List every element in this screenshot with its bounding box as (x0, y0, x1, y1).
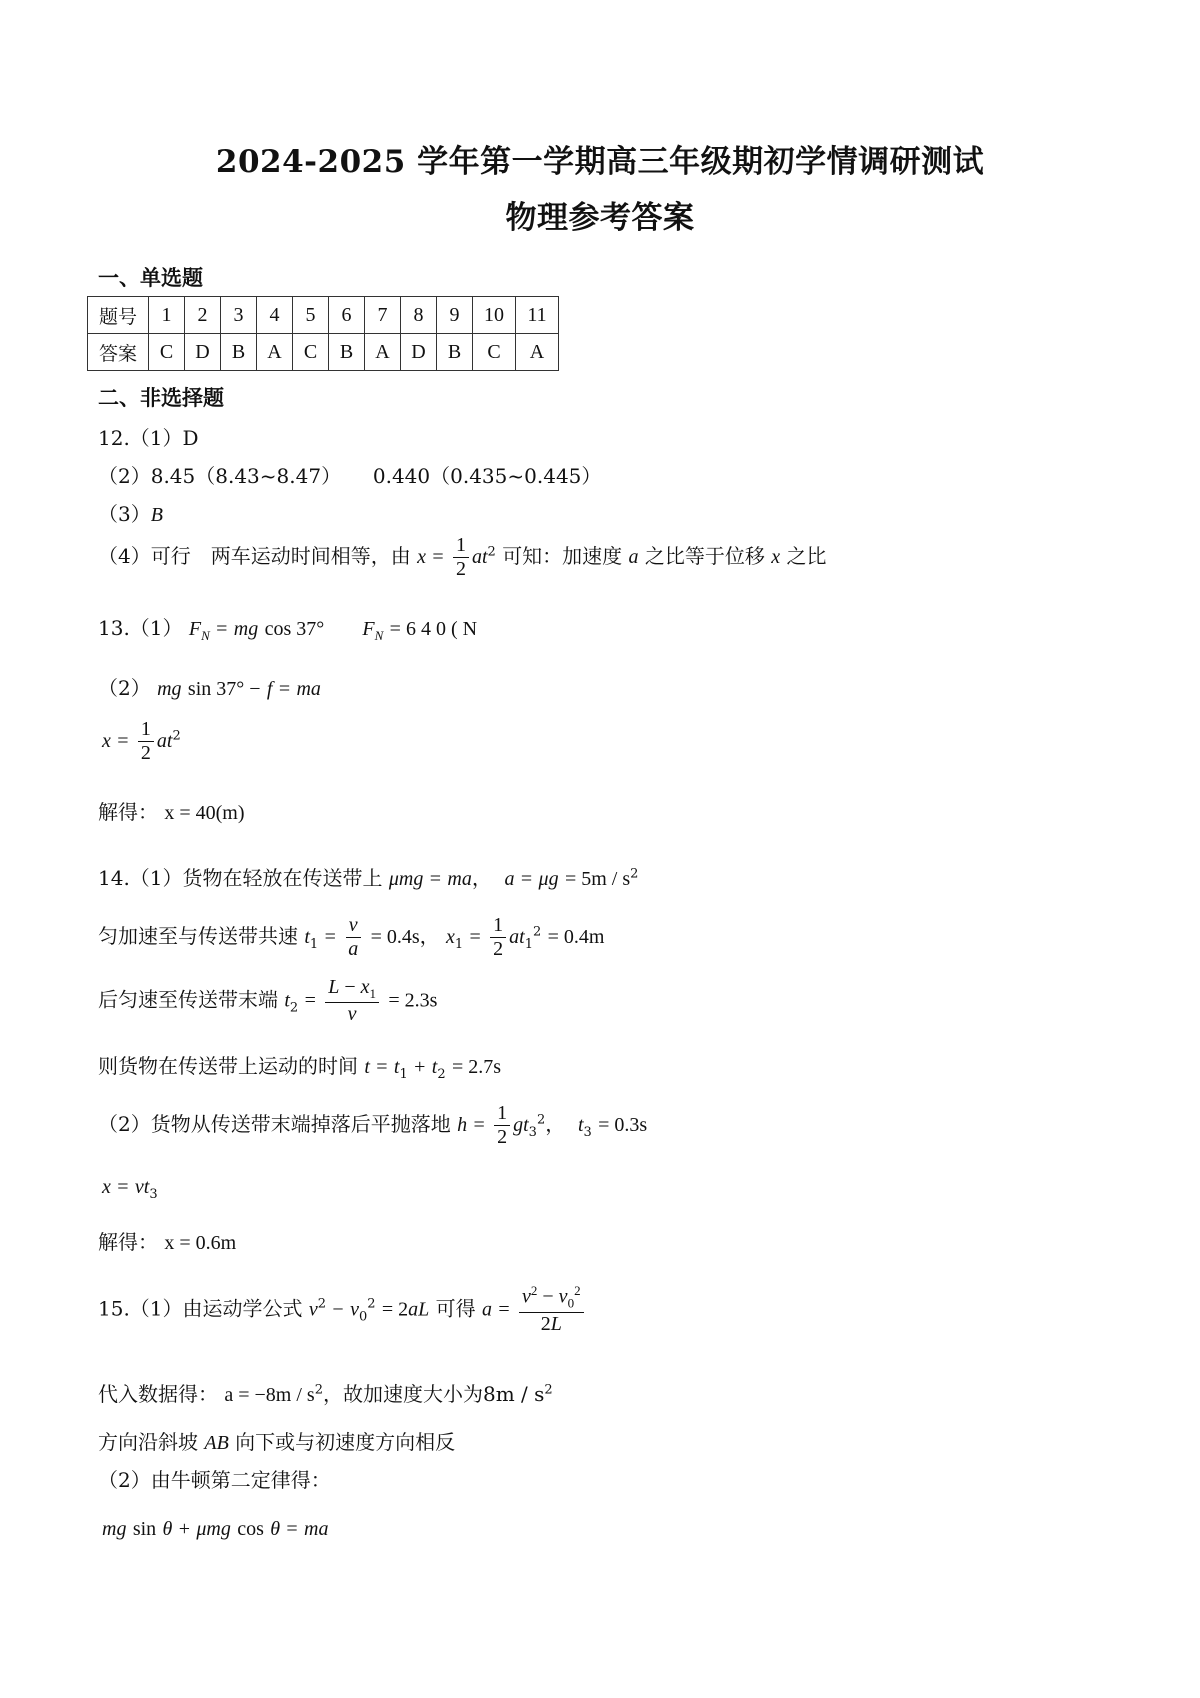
q14-solution (98, 1226, 236, 1255)
q13-solution-label: 解得： (98, 800, 158, 824)
q13-eq-x: x = $\frac{1}{2}$ $at^2$ (102, 718, 181, 764)
q14-part1-value: = 5m / s (564, 868, 631, 890)
q12-part2-b: 0.440（0.435~0.445） (372, 464, 602, 488)
q14-part3-value: = 2.3s (388, 989, 438, 1012)
q14-part5-label: （2）货物从传送带末端掉落后平抛落地 (98, 1112, 451, 1136)
table-cell: 9 (437, 297, 473, 334)
q12-part4: （4）可行 两车运动时间相等，由 x = $\frac{1}{2}$ $at^2$ 可知：加速度 a 之比等于位移 x 之比 (98, 534, 827, 580)
q15-part2-magnitude: ，故加速度大小为8m / s (322, 1382, 545, 1406)
table-cell: D (401, 334, 437, 371)
q14-part1-label: 14.（1）货物在轻放在传送带上 (98, 866, 383, 890)
q15-part3-label: 方向沿斜坡 (98, 1430, 198, 1454)
page-subtitle: 物理参考答案 (505, 200, 695, 236)
q12-part4-b: 可知：加速度 (502, 544, 623, 568)
q13-part1-label: 13.（1） (98, 616, 183, 640)
table-cell: 11 (516, 297, 559, 334)
q12-part4-d: 之比 (786, 544, 827, 568)
page-title: 2024-2025 学年第一学期高三年级期初学情调研测试 (215, 144, 985, 180)
q14-part5: （2）货物从传送带末端掉落后平抛落地 h = $\frac{1}{2}$ $gt_3^2$， $t_3 = 0.3s$ (98, 1102, 648, 1148)
table-cell: 6 (329, 297, 365, 334)
q13-solution (98, 796, 245, 825)
q13-part1: 13.（1） $F_N$ = mg cos 37° $F_N = 6$ 4 0 ( N (98, 616, 478, 643)
q15-part2: 代入数据得： $a = -8m / s^2$，故加速度大小为$8m / s^2$ (98, 1382, 553, 1406)
q12-part1: 12.（1）D (98, 426, 199, 450)
q13-part2: （2） mg sin 37° − f = ma (98, 676, 321, 700)
table-cell: 2 (185, 297, 221, 334)
q13-part2-label: （2） (98, 676, 151, 700)
table-cell: C (473, 334, 516, 371)
table-cell: A (516, 334, 559, 371)
q14-eq-x: $x = vt_3$ (102, 1176, 158, 1202)
q15-part1-label: 15.（1）由运动学公式 (98, 1296, 303, 1321)
q14-solution-label: 解得： (98, 1230, 158, 1254)
table-cell: 5 (293, 297, 329, 334)
q12-part4-c: 之比等于位移 (644, 544, 765, 568)
q15-part1: 15.（1）由运动学公式 $v^2 - v_0^2 = 2aL$ 可得 a = $\frac{v^2 - v_0^2}{2L}$ (98, 1284, 587, 1336)
section-non-choice: 二、非选择题 (98, 385, 224, 410)
q15-part2-value: a = −8m / s (224, 1384, 315, 1406)
q14-part5-value: = 0.3s (598, 1114, 648, 1136)
answer-table (87, 296, 559, 371)
table-cell: 8 (401, 297, 437, 334)
q14-part3: 后匀速至传送带末端 $t_2$ = $\frac{L - x_1}{v}$ = 2.3s (98, 976, 438, 1025)
table-row-numbers (88, 297, 559, 334)
answer-label: 答案 (88, 334, 149, 371)
q12-part4-a: （4）可行 两车运动时间相等，由 (98, 544, 411, 568)
table-cell: B (221, 334, 257, 371)
q14-part3-label: 后匀速至传送带末端 (98, 987, 278, 1012)
q15-part3-value: AB (204, 1432, 229, 1454)
q14-part4-label: 则货物在传送带上运动的时间 (98, 1054, 358, 1078)
q12-part3-value: B (150, 504, 163, 526)
table-cell: A (257, 334, 293, 371)
q14-part2: 匀加速至与传送带共速 $t_1$ = $\frac{v}{a}$ = 0.4s， $x_1$ = $\frac{1}{2}$ $at_1^2 = 0.4m$ (98, 914, 605, 960)
q12-part3-label: （3） (98, 502, 151, 526)
q15-part4: （2）由牛顿第二定律得： (98, 1468, 331, 1492)
q15-part3-rest: 向下或与初速度方向相反 (235, 1430, 456, 1454)
table-cell: B (437, 334, 473, 371)
table-cell: 1 (149, 297, 185, 334)
q15-eq-newton: mg sin θ + μmg cos θ = ma (102, 1518, 329, 1540)
table-cell: 4 (257, 297, 293, 334)
table-cell: 10 (473, 297, 516, 334)
q14-solution-value: x = 0.6m (164, 1232, 237, 1254)
section-single-choice: 一、单选题 (98, 265, 203, 290)
q14-part4-value: = 2.7s (451, 1056, 502, 1078)
table-cell: 3 (221, 297, 257, 334)
q12-part2 (98, 460, 601, 489)
q14-part2-value-x: = 0.4m (547, 926, 605, 948)
q14-part4: 则货物在传送带上运动的时间 $t = t_1 + t_2 = 2.7s$ (98, 1054, 502, 1082)
table-cell: D (185, 334, 221, 371)
table-cell: 7 (365, 297, 401, 334)
q15-part3 (98, 1426, 455, 1455)
table-cell: C (149, 334, 185, 371)
q12-part2-a: （2）8.45（8.43~8.47） (98, 464, 342, 488)
q15-part1-mid: 可得 (435, 1296, 476, 1321)
q15-part2-label: 代入数据得： (98, 1382, 218, 1406)
table-row-answers (88, 334, 559, 371)
table-cell: A (365, 334, 401, 371)
table-cell: B (329, 334, 365, 371)
q14-part2-value-t: = 0.4s， (370, 926, 440, 948)
q14-part2-label: 匀加速至与传送带共速 (98, 924, 298, 948)
q14-part1: 14.（1）货物在轻放在传送带上 μmg = ma， $a = \mu g = 5m / s^2$ (98, 866, 639, 890)
table-cell: C (293, 334, 329, 371)
q12-part3 (98, 498, 163, 527)
q13-solution-value: x = 40(m) (164, 802, 245, 824)
header-label: 题号 (88, 297, 149, 334)
